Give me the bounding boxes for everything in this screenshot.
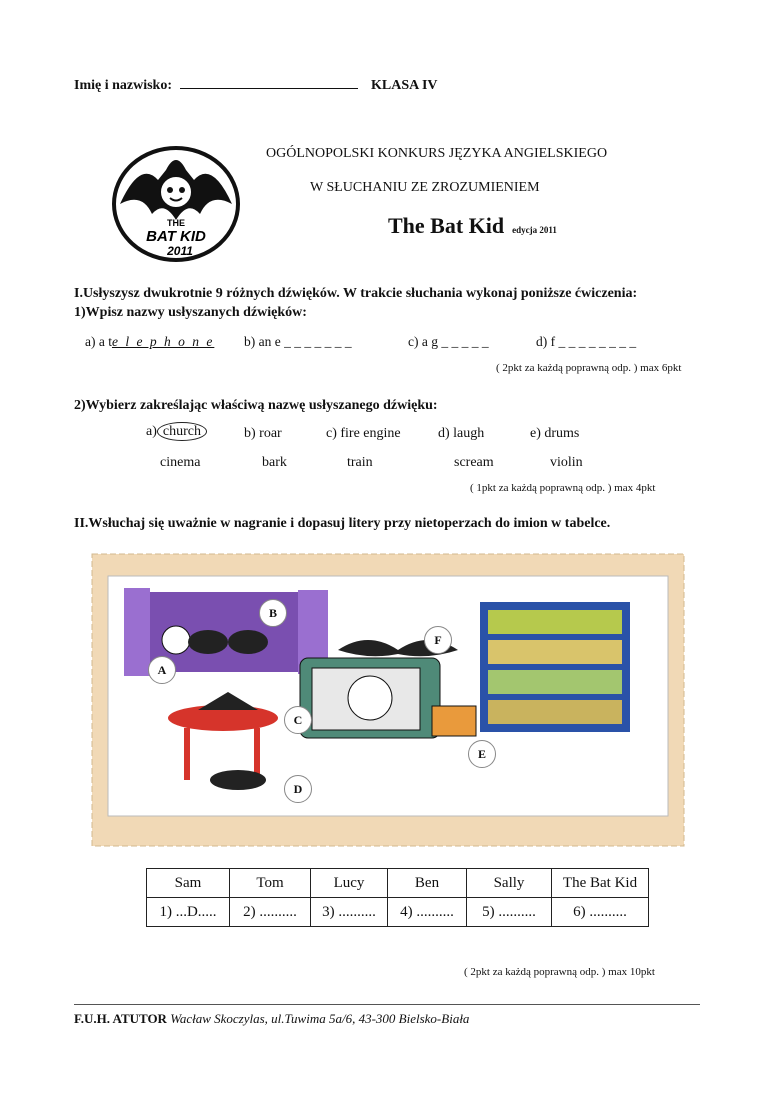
logo-text-mid: BAT KID — [146, 228, 206, 245]
names-table — [146, 868, 649, 927]
bat-scene-illustration — [88, 550, 688, 850]
footer-address: Wacław Skoczylas, ul.Tuwima 5a/6, 43-300 Bielsko-Biała — [170, 1011, 470, 1026]
answer-cell[interactable]: 4) .......... — [388, 898, 467, 927]
task2-alt-c[interactable]: train — [347, 455, 373, 470]
picture-letter-c: C — [284, 706, 312, 734]
name-cell: Tom — [230, 869, 311, 898]
task2-a-circled-word: church — [157, 422, 207, 441]
task2-heading: 2)Wybierz zakreślając właściwą nazwę usłyszanego dźwięku: — [74, 398, 438, 413]
task2-option-a[interactable] — [146, 424, 207, 440]
section1-heading: I.Usłyszysz dwukrotnie 9 różnych dźwięków. W trakcie słuchania wykonaj poniższe ćwiczenia: — [74, 286, 638, 301]
answer-cell[interactable]: 1) ...D..... — [147, 898, 230, 927]
picture-letter-b: B — [259, 599, 287, 627]
name-cell: Sally — [467, 869, 552, 898]
task2-alt-d[interactable]: scream — [454, 455, 494, 470]
name-label: Imię i nazwisko: — [74, 78, 172, 93]
contest-line2: W SŁUCHANIU ZE ZROZUMIENIEM — [310, 180, 540, 195]
task1-heading: 1)Wpisz nazwy usłyszanych dźwięków: — [74, 305, 307, 320]
task2-option-b[interactable]: b) roar — [244, 426, 282, 441]
class-label: KLASA IV — [371, 78, 438, 93]
answer-cell[interactable]: 3) .......... — [311, 898, 388, 927]
bat-kid-logo — [110, 140, 242, 264]
picture-letter-f: F — [424, 626, 452, 654]
name-cell: The Bat Kid — [552, 869, 649, 898]
contest-edition: edycja 2011 — [512, 225, 557, 235]
picture-letter-a: A — [148, 656, 176, 684]
name-line — [74, 76, 438, 94]
names-row — [147, 869, 649, 898]
task1-item-a[interactable] — [85, 334, 214, 350]
name-cell: Ben — [388, 869, 467, 898]
task2-alt-e[interactable]: violin — [550, 455, 583, 470]
name-cell: Lucy — [311, 869, 388, 898]
task2-alt-b[interactable]: bark — [262, 455, 287, 470]
picture-letter-e: E — [468, 740, 496, 768]
task2-option-e[interactable]: e) drums — [530, 426, 580, 441]
answer-cell[interactable]: 5) .......... — [467, 898, 552, 927]
answers-row — [147, 898, 649, 927]
task2-alt-a[interactable]: cinema — [160, 455, 201, 470]
footer-divider — [74, 1004, 700, 1005]
name-cell: Sam — [147, 869, 230, 898]
logo-text-top: THE — [167, 218, 185, 228]
task1-a-answer: e l e p h o n e — [111, 334, 215, 349]
task2-a-label: a) — [146, 424, 157, 439]
contest-title-block — [388, 213, 557, 239]
section2-heading: II.Wsłuchaj się uważnie w nagranie i dopasuj litery przy nietoperzach do imion w tabelce. — [74, 516, 611, 531]
task1-item-b[interactable]: b) an e _ _ _ _ _ _ _ — [244, 334, 352, 349]
task2-points: ( 1pkt za każdą poprawną odp. ) max 4pkt — [470, 482, 656, 494]
task2-option-d[interactable]: d) laugh — [438, 426, 485, 441]
contest-line1: OGÓLNOPOLSKI KONKURS JĘZYKA ANGIELSKIEGO — [266, 146, 608, 161]
task2-option-c[interactable]: c) fire engine — [326, 426, 401, 441]
task1-a-prefix: a) a t — [85, 334, 112, 349]
section2-points: ( 2pkt za każdą poprawną odp. ) max 10pkt — [464, 966, 655, 978]
footer-company: F.U.H. ATUTOR — [74, 1011, 167, 1026]
task1-item-d[interactable]: d) f _ _ _ _ _ _ _ _ — [536, 334, 637, 349]
contest-title: The Bat Kid — [388, 213, 505, 238]
task1-points: ( 2pkt za każdą poprawną odp. ) max 6pkt — [496, 362, 682, 374]
answer-cell[interactable]: 2) .......... — [230, 898, 311, 927]
picture-letter-d: D — [284, 775, 312, 803]
task1-item-c[interactable]: c) a g _ _ _ _ _ — [408, 334, 489, 349]
logo-text-year: 2011 — [167, 244, 193, 258]
footer — [74, 1011, 469, 1027]
name-input-line[interactable] — [180, 76, 358, 89]
answer-cell[interactable]: 6) .......... — [552, 898, 649, 927]
